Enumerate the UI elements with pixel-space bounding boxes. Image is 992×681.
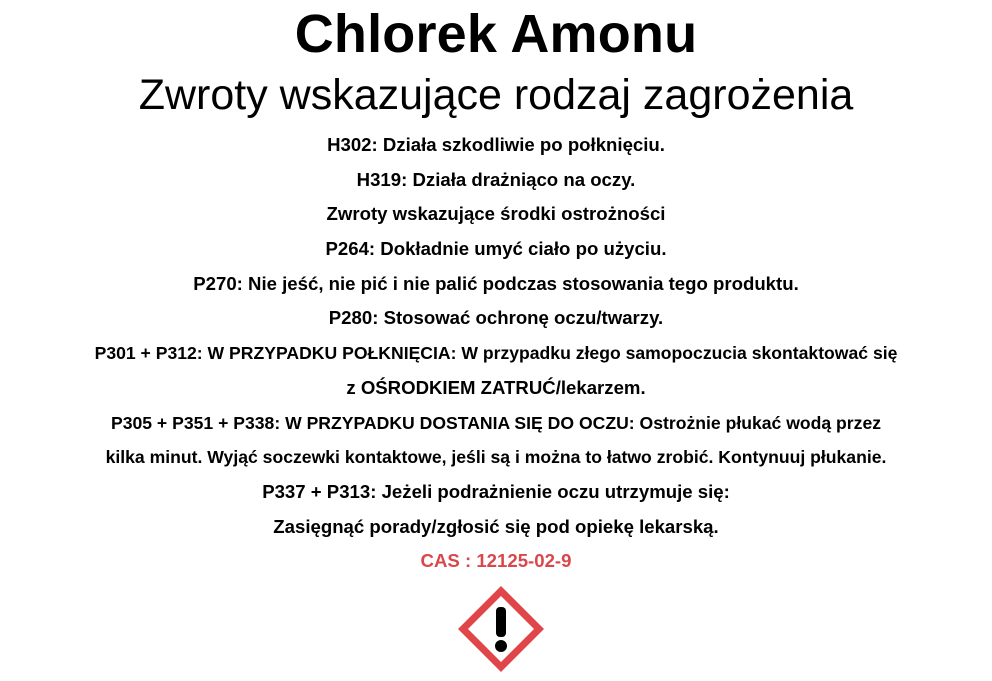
statement-line: P301 + P312: W PRZYPADKU POŁKNIĘCIA: W przypadku złego samopoczucia skontaktować się	[94, 343, 898, 364]
ghs-exclamation-mark-icon	[455, 583, 547, 675]
hazard-statements-heading: Zwroty wskazujące rodzaj zagrożenia	[138, 71, 854, 119]
page-title: Chlorek Amonu	[294, 4, 698, 64]
statement-line: Zasięgnąć porady/zgłosić się pod opiekę lekarską.	[273, 515, 719, 537]
statements-list	[0, 128, 992, 579]
precautionary-statements-heading: Zwroty wskazujące środki ostrożności	[326, 203, 666, 225]
statement-line: P264: Dokładnie umyć ciało po użyciu.	[325, 238, 667, 260]
statement-line: P305 + P351 + P338: W PRZYPADKU DOSTANIA SIĘ DO OCZU: Ostrożnie płukać wodą przez	[110, 412, 882, 433]
statement-line: z OŚRODKIEM ZATRUĆ/lekarzem.	[346, 376, 646, 398]
statement-line: P270: Nie jeść, nie pić i nie palić podczas stosowania tego produktu.	[193, 272, 799, 294]
statement-line: P337 + P313: Jeżeli podrażnienie oczu utrzymuje się:	[262, 480, 730, 502]
statement-line: kilka minut. Wyjąć soczewki kontaktowe, jeśli są i można to łatwo zrobić. Kontynuuj płukanie.	[105, 447, 887, 468]
statement-line: H302: Działa szkodliwie po połknięciu.	[327, 134, 665, 155]
cas-number: CAS : 12125-02-9	[420, 550, 572, 572]
statement-line: H319: Działa drażniąco na oczy.	[356, 168, 636, 190]
statement-line: P280: Stosować ochronę oczu/twarzy.	[328, 307, 664, 329]
